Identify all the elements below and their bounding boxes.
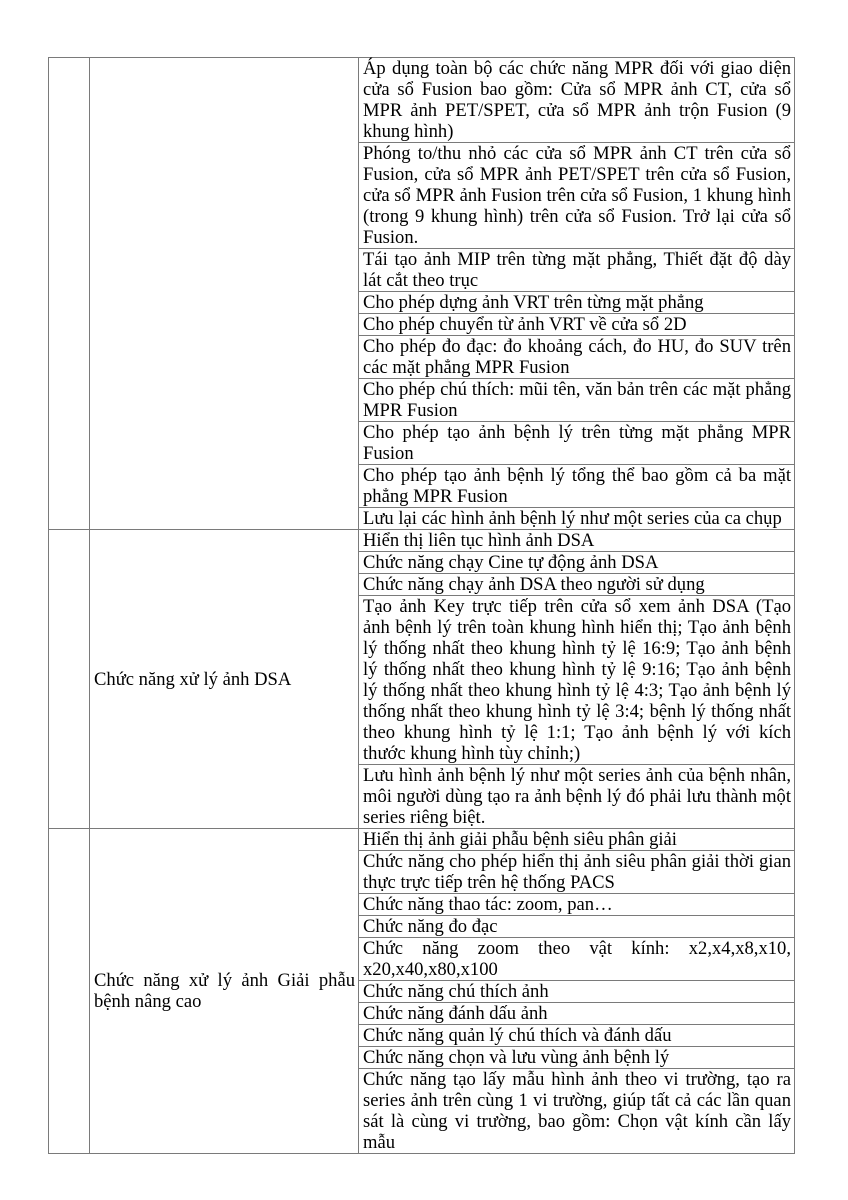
feature-cell: Hiển thị liên tục hình ảnh DSA [359, 530, 795, 552]
feature-cell: Chức năng chạy ảnh DSA theo người sử dụng [359, 574, 795, 596]
group3-label-cell: Chức năng xử lý ảnh Giải phẫu bệnh nâng cao [90, 829, 359, 1154]
table-row [49, 530, 795, 552]
feature-cell: Cho phép tạo ảnh bệnh lý tổng thể bao gồm cả ba mặt phẳng MPR Fusion [359, 465, 795, 508]
features-table [48, 57, 795, 1154]
feature-cell: Hiển thị ảnh giải phẫu bệnh siêu phân giải [359, 829, 795, 851]
feature-cell: Tạo ảnh Key trực tiếp trên cửa sổ xem ảnh DSA (Tạo ảnh bệnh lý trên toàn khung hình hiển thị; Tạo ảnh bệnh lý thống nhất theo khung hình tỷ lệ 16:9; Tạo ảnh bệnh lý thống nhất theo khung hình tỷ lệ 9:16; Tạo ảnh bệnh lý thống nhất theo khung hình tỷ lệ 4:3; Tạo ảnh bệnh lý thống nhất theo khung hình tỷ lệ 3:4; bệnh lý thống nhất theo khung hình tỷ lệ 1:1; Tạo ảnh bệnh lý với kích thước khung hình tùy chỉnh;) [359, 596, 795, 765]
feature-cell: Lưu lại các hình ảnh bệnh lý như một series của ca chụp [359, 508, 795, 530]
feature-cell: Cho phép chú thích: mũi tên, văn bản trên các mặt phẳng MPR Fusion [359, 379, 795, 422]
feature-cell: Áp dụng toàn bộ các chức năng MPR đối với giao diện cửa sổ Fusion bao gồm: Cửa sổ MPR ảnh CT, cửa sổ MPR ảnh PET/SPET, cửa sổ MPR ảnh trộn Fusion (9 khung hình) [359, 58, 795, 143]
feature-cell: Chức năng quản lý chú thích và đánh dấu [359, 1025, 795, 1047]
group3-index-cell [49, 829, 90, 1154]
feature-cell: Chức năng zoom theo vật kính: x2,x4,x8,x10, x20,x40,x80,x100 [359, 938, 795, 981]
group1-label-cell [90, 58, 359, 530]
feature-cell: Chức năng chạy Cine tự động ảnh DSA [359, 552, 795, 574]
group1-index-cell [49, 58, 90, 530]
feature-cell: Cho phép dựng ảnh VRT trên từng mặt phẳng [359, 292, 795, 314]
feature-cell: Chức năng đánh dấu ảnh [359, 1003, 795, 1025]
feature-cell: Chức năng chú thích ảnh [359, 981, 795, 1003]
feature-cell: Cho phép tạo ảnh bệnh lý trên từng mặt phẳng MPR Fusion [359, 422, 795, 465]
feature-cell: Chức năng đo đạc [359, 916, 795, 938]
table-row [49, 58, 795, 143]
feature-cell: Cho phép chuyển từ ảnh VRT về cửa sổ 2D [359, 314, 795, 336]
feature-cell: Chức năng thao tác: zoom, pan… [359, 894, 795, 916]
table-row [49, 829, 795, 851]
feature-cell: Lưu hình ảnh bệnh lý như một series ảnh của bệnh nhân, môi người dùng tạo ra ảnh bệnh lý đó phải lưu thành một series riêng biệt. [359, 765, 795, 829]
feature-cell: Chức năng cho phép hiển thị ảnh siêu phân giải thời gian thực trực tiếp trên hệ thống PACS [359, 851, 795, 894]
feature-cell: Chức năng chọn và lưu vùng ảnh bệnh lý [359, 1047, 795, 1069]
feature-cell: Chức năng tạo lấy mẫu hình ảnh theo vi trường, tạo ra series ảnh trên cùng 1 vi trường, giúp tất cả các lần quan sát là cùng vi trường, bao gồm: Chọn vật kính cần lấy mẫu [359, 1069, 795, 1154]
feature-cell: Cho phép đo đạc: đo khoảng cách, đo HU, đo SUV trên các mặt phẳng MPR Fusion [359, 336, 795, 379]
group2-index-cell [49, 530, 90, 829]
feature-cell: Phóng to/thu nhỏ các cửa sổ MPR ảnh CT trên cửa sổ Fusion, cửa sổ MPR ảnh PET/SPET trên cửa sổ Fusion, cửa sổ MPR ảnh Fusion trên cửa sổ Fusion, 1 khung hình (trong 9 khung hình) trên cửa sổ Fusion. Trở lại cửa sổ Fusion. [359, 143, 795, 249]
feature-cell: Tái tạo ảnh MIP trên từng mặt phẳng, Thiết đặt độ dày lát cắt theo trục [359, 249, 795, 292]
group2-label-cell: Chức năng xử lý ảnh DSA [90, 530, 359, 829]
